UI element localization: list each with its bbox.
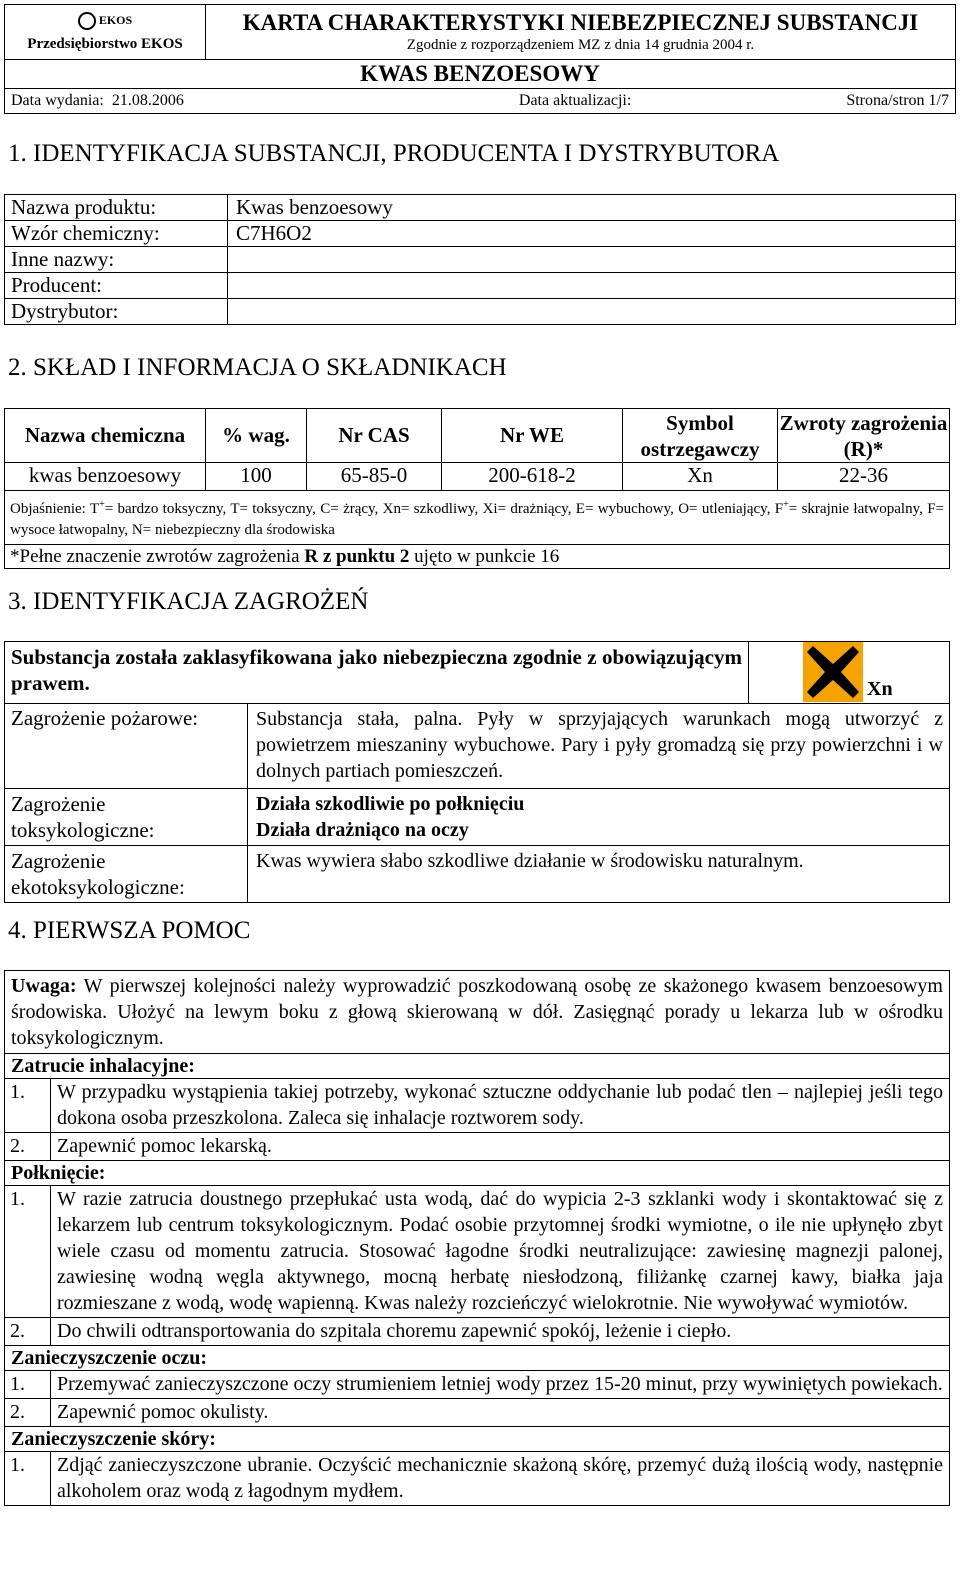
inhalation-heading-row [5,1054,950,1079]
cell-we: 200-618-2 [442,463,623,491]
eye-contact-heading: Zanieczyszczenie oczu: [5,1346,950,1371]
section-1-title: 1. IDENTYFIKACJA SUBSTANCJI, PRODUCENTA I DYSTRYBUTORA [8,140,780,167]
eye-contact-item [5,1399,950,1427]
legend-sup-2: + [783,499,789,510]
legend-part-c: = skrajnie łatwopalny, F= wysoce łatwopalny, N= niebezpieczny dla środowiska [10,501,944,538]
identification-label: Dystrybutor: [5,299,228,325]
substance-cell [5,60,956,89]
legend-sup-1: + [99,499,105,510]
item-text: Zdjąć zanieczyszczone ubranie. Oczyścić mechanicznie skażoną skórę, przemyć dużą ilością wody, następnie alkoholem oraz wodą z łagodnym mydłem. [51,1452,950,1506]
item-number: 1. [5,1452,51,1506]
eco-text: Kwas wywiera słabo szkodliwe działanie w środowisku naturalnym. [248,846,950,903]
note-part-a: *Pełne znaczenie zwrotów zagrożenia [10,545,305,567]
skin-contact-heading: Zanieczyszczenie skóry: [5,1427,950,1452]
company-name: Przedsiębiorstwo EKOS [27,35,183,52]
substance-name: KWAS BENZOESOWY [360,61,600,86]
identification-label: Producent: [5,273,228,299]
first-aid-note-row [5,971,950,1054]
identification-row [5,221,956,247]
item-text: W razie zatrucia doustnego przepłukać usta wodą, dać do wypicia 2-3 szklanki wody i skontaktować się z lekarzem lub centrum toksykologicznym. Podać osobie przytomnej środki wymiotne, o ile nie upłynęło zbyt wiele czasu od momentu zatrucia. Stosować łagodne środki neutralizujące: zawiesinę magnezji palonej, zawiesinę wodną węgla aktywnego, mocną herbatę niesłodzoną, filiżankę czarnej kawy, białka jaja rozmieszane z wodą, wodę wapienną. Kwas należy rozcieńczyć wielokrotnie. Nie wywoływać wymiotów. [51,1186,950,1318]
ingestion-heading-row [5,1161,950,1186]
item-number: 2. [5,1133,51,1161]
identification-label: Wzór chemiczny: [5,221,228,247]
item-number: 2. [5,1399,51,1427]
identification-label: Inne nazwy: [5,247,228,273]
item-number: 2. [5,1318,51,1346]
cell-r-phrases: 22-36 [778,463,950,491]
issue-label: Data wydania: [11,92,104,109]
fire-label: Zagrożenie pożarowe: [5,704,248,789]
item-number: 1. [5,1186,51,1318]
cell-symbol: Xn [623,463,778,491]
fire-text: Substancja stała, palna. Pyły w sprzyjających warunkach mogą utworzyć z powietrzem mieszaniny wybuchowe. Pary i pyły gromadzą się przy powierzchni i w dolnych partiach pomieszczeń. [248,704,950,789]
issue-date [11,92,184,110]
identification-value [228,273,956,299]
composition-header-row [5,409,950,463]
symbol-cell [749,642,950,704]
tox-label: Zagrożenie toksykologiczne: [5,789,248,846]
identification-value [228,299,956,325]
item-text: Przemywać zanieczyszczone oczy strumieniem letniej wody przez 15-20 minut, przy wywiniętych powiekach. [51,1371,950,1399]
note-part-b: R z punktu 2 [304,545,410,567]
company-cell [5,5,206,60]
col-cas: Nr CAS [307,409,442,463]
inhalation-item [5,1079,950,1133]
ingestion-item [5,1318,950,1346]
col-we: Nr WE [442,409,623,463]
ingestion-heading: Połknięcie: [5,1161,950,1186]
legend-part-b: = bardzo toksyczny, T= toksyczny, C= żrący, Xn= szkodliwy, Xi= drażniący, E= wybuchowy, O= utleniający, F [104,501,784,517]
first-aid-table [4,970,950,1506]
fire-row [5,704,950,789]
item-text: Zapewnić pomoc okulisty. [51,1399,950,1427]
col-weight: % wag. [206,409,307,463]
r-phrase-note [5,545,950,569]
cell-weight: 100 [206,463,307,491]
issue-value: 21.08.2006 [111,92,184,109]
logo-text: EKOS [98,12,133,27]
eco-label: Zagrożenie ekotoksykologiczne: [5,846,248,903]
section-2-title: 2. SKŁAD I INFORMACJA O SKŁADNIKACH [8,354,507,381]
legend-part-a: Objaśnienie: T [10,501,100,517]
document-title: KARTA CHARAKTERYSTYKI NIEBEZPIECZNEJ SUBSTANCJI [242,10,919,35]
composition-table [4,408,950,569]
tox-row [5,789,950,846]
inhalation-item [5,1133,950,1161]
col-chemical-name: Nazwa chemiczna [5,409,206,463]
cell-cas: 65-85-0 [307,463,442,491]
identification-label: Nazwa produktu: [5,195,228,221]
skin-contact-item [5,1452,950,1506]
document-subtitle: Zgodnie z rozporządzeniem MZ z dnia 14 grudnia 2004 r. [406,37,755,53]
identification-row [5,247,956,273]
section-3-title: 3. IDENTYFIKACJA ZAGROŻEŃ [8,588,369,615]
identification-row [5,273,956,299]
eye-contact-item [5,1371,950,1399]
item-text: W przypadku wystąpienia takiej potrzeby, wykonać sztuczne oddychanie lub podać tlen – najlepiej jeśli tego dokona osoba przeszkolona. Zaleca się inhalacje roztworem sody. [51,1079,950,1133]
ingestion-item [5,1186,950,1318]
title-cell [206,5,956,60]
first-aid-note [5,971,950,1054]
tox-line-2: Działa drażniąco na oczy [256,819,469,841]
classification-text: Substancja została zaklasyfikowana jako niebezpieczna zgodnie z obowiązującym prawem. [5,642,749,704]
harmful-xn-icon [803,642,863,702]
identification-value [228,247,956,273]
dates-cell [5,89,956,114]
note-label: Uwaga: [11,975,77,997]
col-symbol: Symbol ostrzegawczy [623,409,778,463]
eco-row [5,846,950,903]
note-row [5,545,950,569]
header-table [4,4,956,114]
identification-row [5,299,956,325]
identification-value: Kwas benzoesowy [228,195,956,221]
identification-value: C7H6O2 [228,221,956,247]
section-4-title: 4. PIERWSZA POMOC [8,917,251,944]
item-text: Zapewnić pomoc lekarską. [51,1133,950,1161]
item-number: 1. [5,1371,51,1399]
company-logo [5,12,205,30]
symbol-label: Xn [867,678,893,700]
skin-contact-heading-row [5,1427,950,1452]
legend-text [5,491,950,545]
inhalation-heading: Zatrucie inhalacyjne: [5,1054,950,1079]
tox-line-1: Działa szkodliwie po połknięciu [256,793,525,815]
tox-text [248,789,950,846]
hazard-table [4,641,950,903]
item-number: 1. [5,1079,51,1133]
logo-icon [78,12,96,30]
update-label: Data aktualizacji: [518,92,632,109]
note-part-c: ujęto w punkcie 16 [409,545,560,567]
col-r-phrases: Zwroty zagrożenia (R)* [778,409,950,463]
composition-row [5,463,950,491]
page-number: Strona/stron 1/7 [846,92,949,109]
identification-row [5,195,956,221]
eye-contact-heading-row [5,1346,950,1371]
note-text: W pierwszej kolejności należy wyprowadzić poszkodowaną osobę ze skażonego kwasem benzoesowym środowiska. Ułożyć na lewym boku z głową skierowaną w dół. Zasięgnąć porady u lekarza lub w ośrodku toksykologicznym. [11,975,943,1049]
classification-row [5,642,950,704]
cell-name: kwas benzoesowy [5,463,206,491]
legend-row [5,491,950,545]
identification-table [4,194,956,325]
item-text: Do chwili odtransportowania do szpitala choremu zapewnić spokój, leżenie i ciepło. [51,1318,950,1346]
